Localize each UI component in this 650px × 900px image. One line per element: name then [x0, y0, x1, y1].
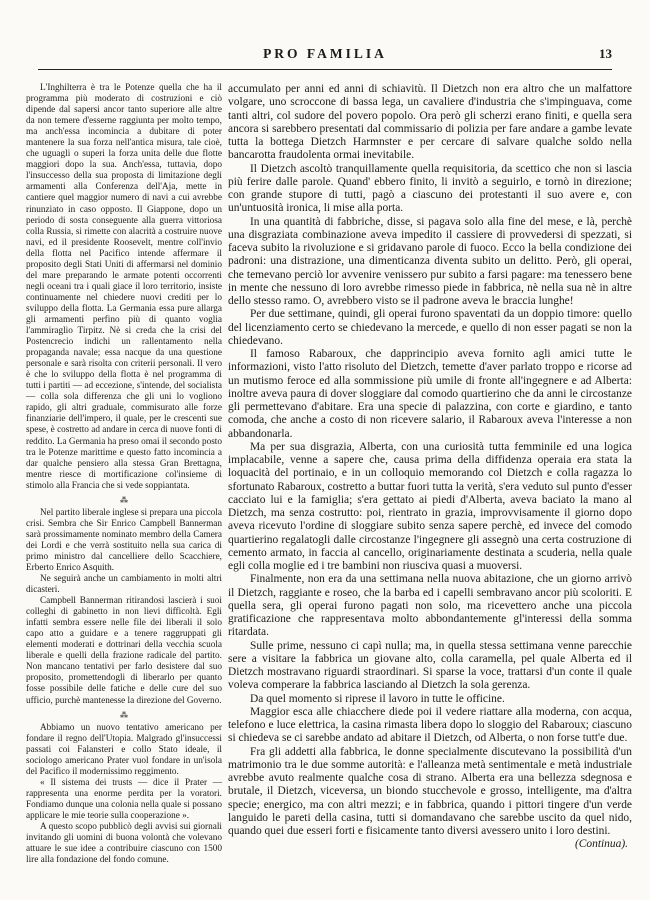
story-paragraph: Per due settimane, quindi, gli operai furono spaventati da un doppio timore: quello del licenziamento certo se chiedevano la mercede, e quello di non esser pagati se non la chiedevano.	[228, 308, 632, 347]
right-column	[228, 83, 632, 860]
news-paragraph: Campbell Bannerman ritirandosi lascierà i suoi colleghi di gabinetto in non lievi difficoltà. Egli infatti sembra essere nelle file dei liberali il solo capo atto a guidare e a tenere raggruppati gli elementi moderati e dottrinari della vecchia scuola liberale e quelli della frazione radicale del partito. Non mancano tentativi per farlo desistere dal suo proposito, promettendogli di liberarlo per quanto fosse possibile delle fatiche e delle cure del suo ufficio, purchè mantenesse la direzione del Governo.	[26, 596, 222, 706]
story-paragraph: Da quel momento si riprese il lavoro in tutte le officine.	[250, 692, 505, 705]
story-paragraph: Ma per sua disgrazia, Alberta, con una curiosità tutta femminile ed una logica implacabile, venne a sapere che, causa prima della diffidenza operaia era stata la loquacità del portinaio, e in un colloquio memorando col Dietzch e colla ragazza lo sfortunato Rabaroux, costretto a buttar fuori tutta la verità, s'era veduto sul punto d'esser cacciato lui e la famiglia; s'era gettato ai piedi d'Alberta, aveva baciato la mano al Dietzch, ma senza costrutto: poi, rientrato in grazia, improvvisamente il giorno dopo aveva ricevuto l'ordine di sloggiare subito senza sapere perchè, ed invece del comodo quartierino regalatogli dalle circostanze l'ingegnere gli assegnò una certa costruzione di cemento armato, in faccia al cancello, originariamente destinata a scuderia, nella quale egli colla moglie ed i tre bambini non riusciva quasi a muoversi.	[228, 440, 632, 572]
story-paragraph: Il famoso Rabaroux, che dapprincipio aveva fornito agli amici tutte le informazioni, visto l'atto risoluto del Dietzch, temette d'aver parlato troppo e ricorse ad un mutismo feroce ed alla sommissione più umile di fronte all'ingegnere e ad Alberta: inoltre aveva paura di dover sloggiare dal comodo quartierino che da anni le circostanze gli permettevano d'abitare. Era una specie di palazzina, con corte e giardino, e tanto comoda, che anche a costo di non ricevere salario, il Rabaroux aveva l'interesse a non abbandonarla.	[228, 348, 632, 440]
left-column	[26, 83, 222, 868]
page-number: 13	[599, 46, 612, 61]
news-paragraph: Ne seguirà anche un cambiamento in molti altri dicasteri.	[26, 574, 222, 596]
story-paragraph: Fra gli addetti alla fabbrica, le donne specialmente discutevano la possibilità d'un matrimonio tra le due somme autorità: e l'alleanza metà sentimentale e metà industriale avrebbe avuto realmente qualche cosa di strano. Alberta era una bellezza sdegnosa e brutale, il Dietzch, viceversa, un biondo stucchevole e grosso, intelligente, ma d'altra specie; energico, ma con altri mezzi; e in fabbrica, quando i pittori tingere d'un verde languido le pareti della casina, tutti si domandavano che sarebbe uscito da quel nido, quando quei due esseri forti e fisicamente tanto diversi avessero unito i loro destini.	[228, 745, 632, 837]
news-paragraph: Nel partito liberale inglese si prepara una piccola crisi. Sembra che Sir Enrico Campbell Bannerman sarà prossimamente nominato membro della Camera dei Lordi e che verrà sostituito nella sua carica di primo ministro dal cancelliere dello Scacchiere, Erberto Enrico Asquith.	[26, 507, 222, 573]
section-separator: ⁂	[120, 710, 128, 720]
news-paragraph: « Il sistema dei trusts — dice il Prater — rappresenta una enorme perdita per la voratori. Fondiamo dunque una colonia nella quale si possano applicare le mie teorie sulla cooperazione ».	[26, 777, 222, 821]
section-separator: ⁂	[120, 495, 128, 505]
story-paragraph: accumulato per anni ed anni di schiavitù. Il Dietzch non era altro che un malfattore volgare, uno scroccone di bassa lega, un cavaliere d'industria che s'impinguava, come tanti altri, col sudore del povero popolo. Ora però gli scherzi erano finiti, e quella sera ancora si sarebbero presentati dal commissario di polizia per fare andare a gambe levate tutta la bottega Dietzch Harmnster e per cercare di salvare qualche soldo nella bancarotta fraudolenta ormai inevitabile.	[228, 83, 632, 162]
header-rule	[38, 69, 612, 70]
continued-note: (Continua).	[574, 838, 628, 851]
news-paragraph: A questo scopo pubblicò degli avvisi sui giornali invitando gli uomini di buona volontà che volevano attuare le sue idee a contribuire ciascuno con 1500 lire alla fondazione del fondo comune.	[26, 822, 222, 866]
story-paragraph: Maggior esca alle chiacchere diede poi il vedere riattare alla moderna, con acqua, telefono e luce elettrica, la casina rimasta libera dopo lo sloggio del Rabaroux; ciascuno si chiedeva se ci sarebbe andato ad abitare il Dietzch, od Alberta, o non forse tutt'e due.	[228, 705, 632, 745]
story-paragraph: In una quantità di fabbriche, disse, si pagava solo alla fine del mese, e là, perchè una disgraziata combinazione aveva impedito il cassiere di provvedersi di spezzati, si faceva subito la rivoluzione e si gridavano parole di fuoco. Ecco la bella condizione dei padroni: una distrazione, una dimenticanza diventa subito un delitto. Però, gli operai, che temevano perciò lor avvenire venissero pur subito a farsi pagare: ma tenessero bene in mente che nessuno di loro avrebbe rimesso piede in fabbrica, nè nella sua nè in altre dello stesso ramo. O, avrebbero visto se il padrone aveva le braccia lunghe!	[228, 215, 632, 307]
news-paragraph: Abbiamo un nuovo tentativo americano per fondare il regno dell'Utopia. Malgrado gl'insuccessi passati coi Falansteri e collo Stato ideale, il sociologo americano Prater vuol fondare in un'isola del Pacifico il modernissimo reggimento.	[26, 722, 222, 777]
journal-title: PRO FAMILIA	[263, 46, 387, 61]
story-paragraph: Sulle prime, nessuno ci capì nulla; ma, in quella stessa settimana venne parecchie sere a visitare la fabbrica un giovane alto, colla caramella, pel quale Alberta ed il Dietzch mostravano riguardi straordinari. Si sparse la voce, trattarsi d'un conte il quale voleva comperare la fabbrica lasciando al Dietzch la sola gerenza.	[228, 639, 632, 692]
news-paragraph: L'Inghilterra è tra le Potenze quella che ha il programma più moderato di costruzioni e ciò dipende dal sapersi ancor tanto superiore alle altre da non temere d'esserne raggiunta per molto tempo, ma anch'essa incomincia a dubitare di poter mantenere la sua forza nell'antica misura, tale cioè, che uguagli o superi la forza unita delle due flotte maggiori dopo la sua. Anch'essa, tuttavia, dopo l'insuccesso della sua proposta di limitazione degli armamenti alla Conferenza dell'Aja, mette in cantiere quel maggior numero di navi a cui avrebbe rinunziato in caso opposto. Il Giappone, dopo un periodo di sosta conseguente alla guerra vittoriosa colla Russia, si rimette con alacrità a costruire nuove navi, ed il presidente Roosevelt, mentre coll'invio della flotta nel Pacifico intende affermare il proposito degli Stati Uniti di affermarsi nel dominio del mare preparando le armate potenti occorrenti negli oceani tra i quali giace il loro territorio, insiste continuamente nel chiedere nuovi crediti per lo sviluppo della flotta. La Germania essa pure allarga gli armamenti perfino più di quanto voglia l'ammiraglio Tirpitz. Nè si creda che la crisi del Postencrecio indichi un rallentamento nella propaganda navale; essa nacque da una questione personale e sarà risolta con criterii personali. Il vero è che lo sviluppo della flotta è nel programma di tutti i partiti — ad eccezione, s'intende, del socialista — colla sola differenza che gli uni lo vogliono rapido, gli altri graduale, commisurato alle forze finanziarie dell'impero, il quale, per le crescenti sue spese, è costretto ad andare in cerca di nuove fonti di reddito. La Germania ha preso omai il secondo posto tra le Potenze marittime e questo fatto incomincia a dar qualche pensiero alla stessa Gran Brettagna, mentre riesce di mortificazione col'insieme di stimolo alla Francia che si vede soppiantata.	[26, 83, 222, 491]
story-paragraph: Finalmente, non era da una settimana nella nuova abitazione, che un giorno arrivò il Dietzch, raggiante e roseo, che la barba ed i capelli sembravano ancor più scoloriti. E quella sera, gli operai furono pagati non solo, ma ricevettero anche una piccola gratificazione che rappresentava molto abbondantemente gl'interessi della somma ritardata.	[228, 573, 632, 639]
page-header	[38, 46, 612, 66]
story-paragraph: Il Dietzch ascoltò tranquillamente quella requisitoria, da scettico che non si lascia più ferire dalle parole. Quand' ebbero finito, li invitò a seguirlo, e tornò in direzione; con grande stupore di tutti, pagò a ciascuno dei protestanti il suo avere e, con un'untuosità ironica, li mise alla porta.	[228, 162, 632, 215]
